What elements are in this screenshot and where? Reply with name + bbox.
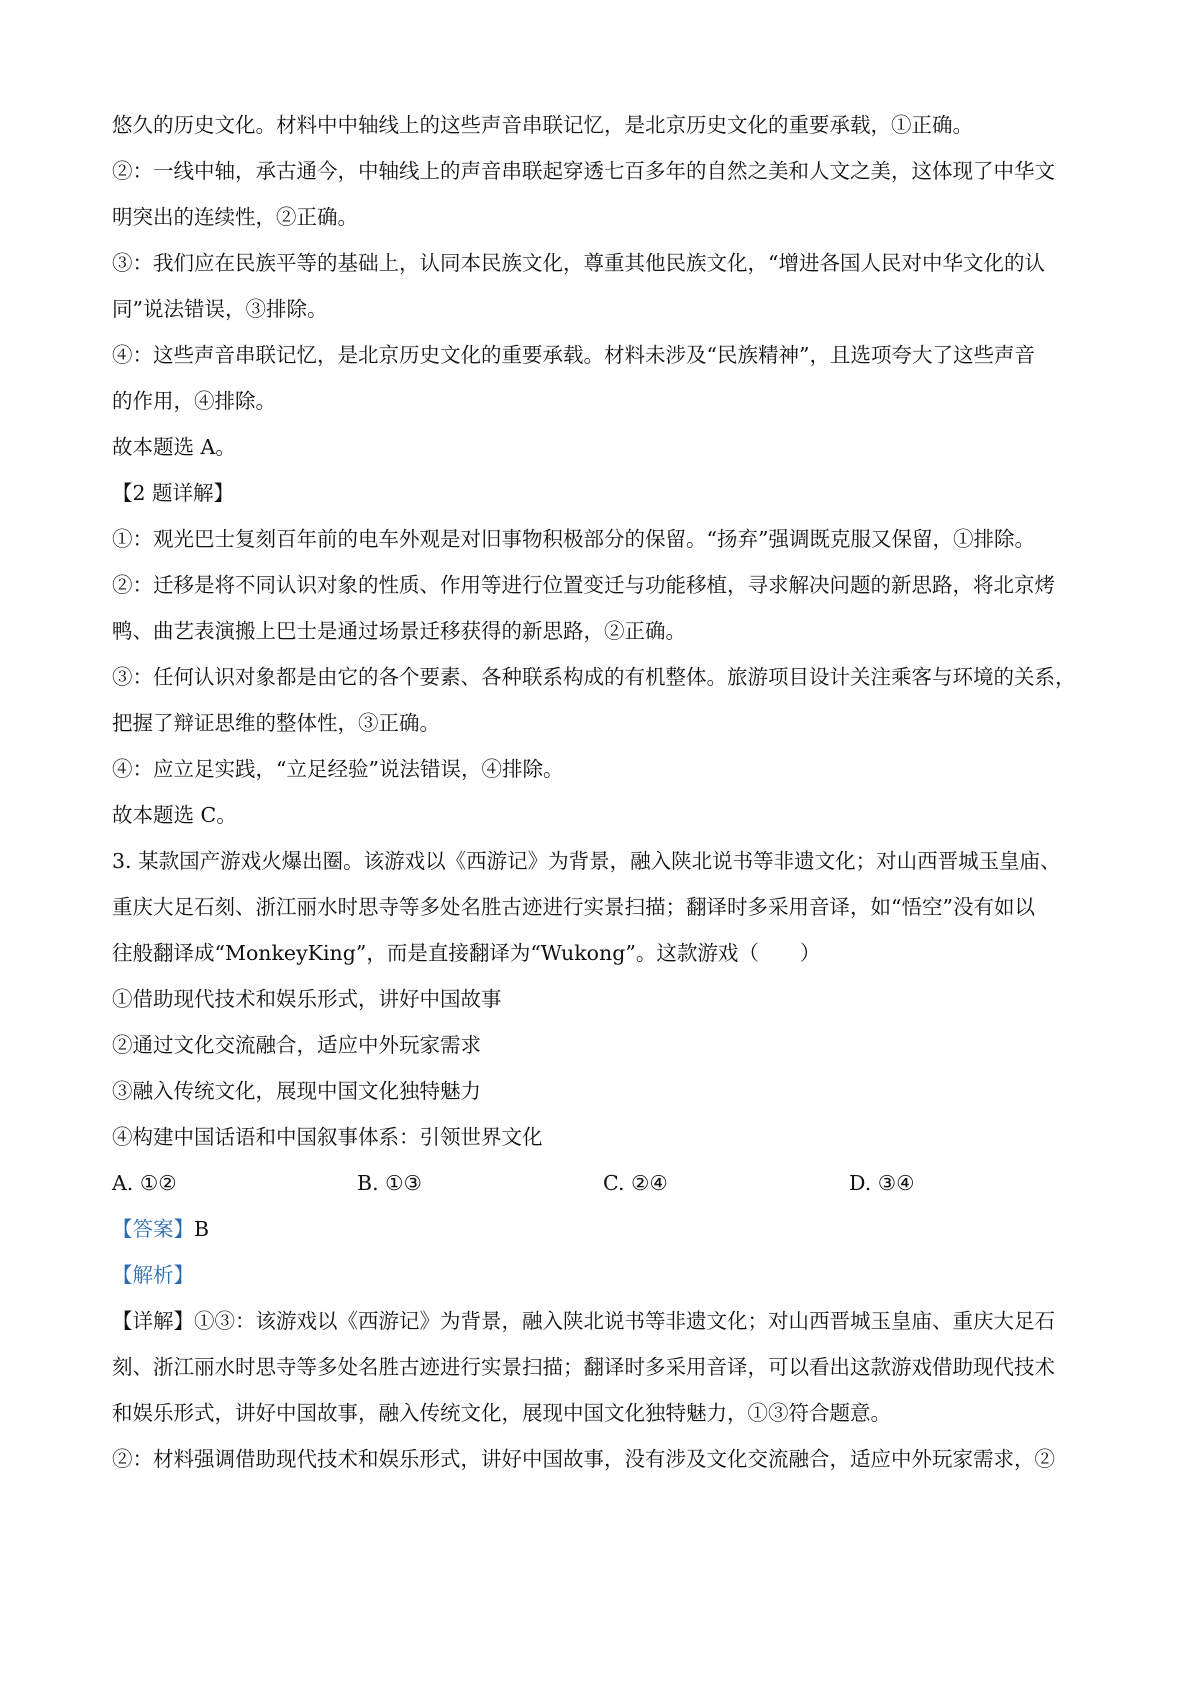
text-line: ③：任何认识对象都是由它的各个要素、各种联系构成的有机整体。旅游项目设计关注乘客与环境的关系， — [112, 665, 1076, 689]
text-line: ④：应立足实践，“立足经验”说法错误，④排除。 — [112, 757, 564, 781]
option-a: A. ①② — [112, 1171, 177, 1195]
text-line: 和娱乐形式，讲好中国故事，融入传统文化，展现中国文化独特魅力，①③符合题意。 — [112, 1401, 891, 1425]
statement-item: ④构建中国话语和中国叙事体系：引领世界文化 — [112, 1125, 543, 1149]
text-line: 明突出的连续性，②正确。 — [112, 205, 358, 229]
statement-item: ②通过文化交流融合，适应中外玩家需求 — [112, 1033, 481, 1057]
text-line: 悠久的历史文化。材料中中轴线上的这些声音串联记忆，是北京历史文化的重要承载，①正确。 — [112, 113, 973, 137]
text-line: 故本题选 A。 — [112, 435, 236, 459]
option-b: B. ①③ — [357, 1171, 422, 1195]
option-d: D. ③④ — [849, 1171, 915, 1195]
answer-label: 【答案】 — [112, 1217, 194, 1241]
text-line: ①：观光巴士复刻百年前的电车外观是对旧事物积极部分的保留。“扬弃”强调既克服又保留，①排除。 — [112, 527, 1035, 551]
text-line: 的作用，④排除。 — [112, 389, 276, 413]
question-stem: 3. 某款国产游戏火爆出圈。该游戏以《西游记》为背景，融入陕北说书等非遗文化；对山西晋城玉皇庙、 — [112, 849, 1061, 873]
option-c: C. ②④ — [603, 1171, 668, 1195]
statement-item: ③融入传统文化，展现中国文化独特魅力 — [112, 1079, 481, 1103]
detail-line — [112, 1306, 1102, 1336]
question-stem: 往般翻译成“MonkeyKing”，而是直接翻译为“Wukong”。这款游戏（ ） — [112, 941, 821, 965]
analysis-label: 【解析】 — [112, 1263, 194, 1287]
text-line: ②：材料强调借助现代技术和娱乐形式，讲好中国故事，没有涉及文化交流融合，适应中外玩家需求，② — [112, 1447, 1055, 1471]
text-line: 鸭、曲艺表演搬上巴士是通过场景迁移获得的新思路，②正确。 — [112, 619, 686, 643]
text-line: ③：我们应在民族平等的基础上，认同本民族文化，尊重其他民族文化，“增进各国人民对中华文化的认 — [112, 251, 1045, 275]
section-heading: 【2 题详解】 — [112, 481, 235, 505]
text-line: 把握了辩证思维的整体性，③正确。 — [112, 711, 440, 735]
text-line: 故本题选 C。 — [112, 803, 237, 827]
text-line: 同”说法错误，③排除。 — [112, 297, 328, 321]
detail-label: 【详解】 — [112, 1309, 194, 1333]
answer-line — [112, 1214, 1102, 1244]
question-stem: 重庆大足石刻、浙江丽水时思寺等多处名胜古迹进行实景扫描；翻译时多采用音译，如“悟空”没有如以 — [112, 895, 1035, 919]
text-line: ②：一线中轴，承古通今，中轴线上的声音串联起穿透七百多年的自然之美和人文之美，这体现了中华文 — [112, 159, 1055, 183]
analysis-line — [112, 1260, 1102, 1290]
text-line: ②：迁移是将不同认识对象的性质、作用等进行位置变迁与功能移植，寻求解决问题的新思路，将北京烤 — [112, 573, 1055, 597]
answer-value: B — [194, 1217, 210, 1241]
statement-item: ①借助现代技术和娱乐形式，讲好中国故事 — [112, 987, 502, 1011]
text-line: ④：这些声音串联记忆，是北京历史文化的重要承载。材料未涉及“民族精神”，且选项夸大了这些声音 — [112, 343, 1035, 367]
text-line: 刻、浙江丽水时思寺等多处名胜古迹进行实景扫描；翻译时多采用音译，可以看出这款游戏借助现代技术 — [112, 1355, 1055, 1379]
detail-text: ①③：该游戏以《西游记》为背景，融入陕北说书等非遗文化；对山西晋城玉皇庙、重庆大足石 — [194, 1309, 1055, 1333]
